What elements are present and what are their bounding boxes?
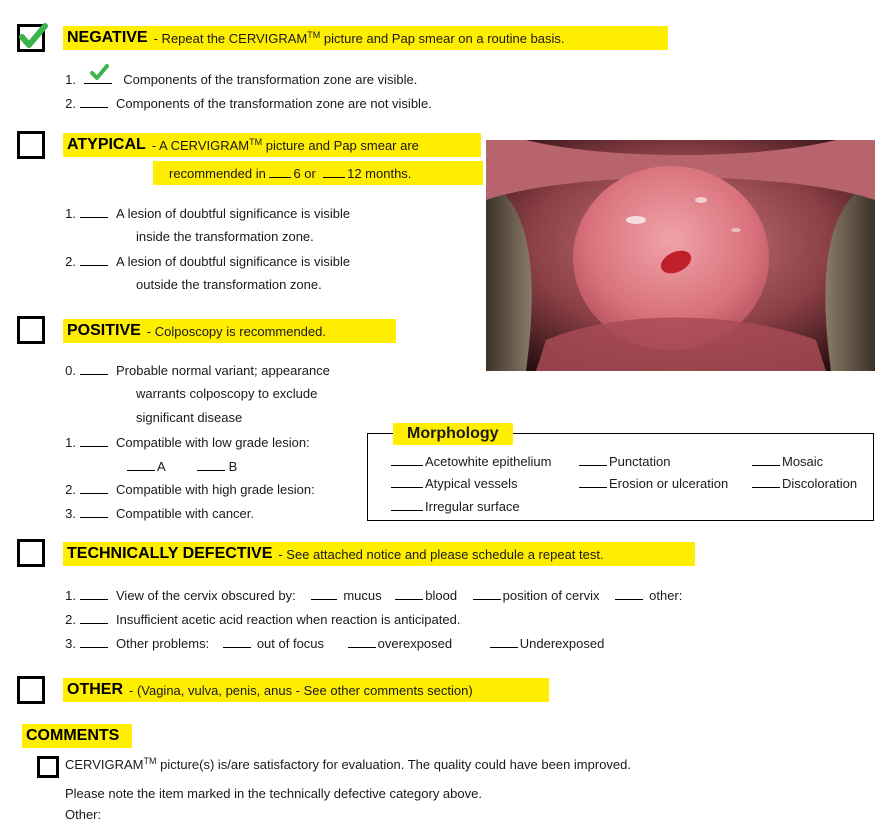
morphology-item: Mosaic <box>752 453 823 469</box>
checkmark-icon <box>89 63 109 81</box>
comment-line: Please note the item marked in the technically defective category above. <box>65 786 482 801</box>
morphology-item: Erosion or ulceration <box>579 475 728 491</box>
list-item: 1. Components of the transformation zone are visible. <box>60 70 417 87</box>
morphology-item: Discoloration <box>752 475 857 491</box>
list-item-cont: significant disease <box>136 410 243 425</box>
other-checkbox[interactable] <box>17 676 45 704</box>
list-item: 3. Other problems: out of focus overexposed Underexposed <box>65 636 605 651</box>
defective-checkbox[interactable] <box>17 539 45 567</box>
list-item: 0. Probable normal variant; appearance <box>65 363 330 378</box>
list-item: 2. Compatible with high grade lesion: <box>65 482 315 497</box>
list-item: 1. A lesion of doubtful significance is visible <box>65 206 351 221</box>
list-item-cont: outside the transformation zone. <box>136 277 322 292</box>
comments-heading: COMMENTS <box>22 724 132 748</box>
list-item-cont: inside the transformation zone. <box>136 229 314 244</box>
morphology-item: Atypical vessels <box>391 475 517 491</box>
list-item: 2. Insufficient acetic acid reaction when reaction is anticipated. <box>65 612 461 627</box>
morphology-item: Acetowhite epithelium <box>391 453 551 469</box>
atypical-heading: ATYPICAL - A CERVIGRAM™ picture and Pap smear are <box>63 133 481 157</box>
morphology-item: Punctation <box>579 453 670 469</box>
list-item-cont: warrants colposcopy to exclude <box>136 386 318 401</box>
list-item: 2. Components of the transformation zone are not visible. <box>65 96 432 111</box>
morphology-item: Irregular surface <box>391 498 520 514</box>
comment-line: CERVIGRAM™ picture(s) is/are satisfactory for evaluation. The quality could have been improved. <box>65 756 631 772</box>
atypical-checkbox[interactable] <box>17 131 45 159</box>
list-item: 1. View of the cervix obscured by: mucus blood position of cervix other: <box>65 588 683 603</box>
negative-heading: NEGATIVE - Repeat the CERVIGRAM™ picture and Pap smear on a routine basis. <box>63 26 668 50</box>
morphology-title: Morphology <box>393 423 513 445</box>
positive-checkbox[interactable] <box>17 316 45 344</box>
cervix-photo <box>486 140 875 371</box>
comments-checkbox[interactable] <box>37 756 59 778</box>
other-heading: OTHER - (Vagina, vulva, penis, anus - See other comments section) <box>63 678 549 702</box>
list-item: 3. Compatible with cancer. <box>65 506 255 521</box>
defective-heading: TECHNICALLY DEFECTIVE - See attached notice and please schedule a repeat test. <box>63 542 695 566</box>
list-item: 2. A lesion of doubtful significance is visible <box>65 254 351 269</box>
comment-line: Other: <box>65 807 102 822</box>
list-item: 1. Compatible with low grade lesion: <box>65 435 310 450</box>
positive-heading: POSITIVE - Colposcopy is recommended. <box>63 319 396 343</box>
grade-options: A B <box>127 458 237 474</box>
atypical-interval: recommended in 6 or 12 months. <box>153 161 483 185</box>
checkmark-icon <box>17 20 49 52</box>
